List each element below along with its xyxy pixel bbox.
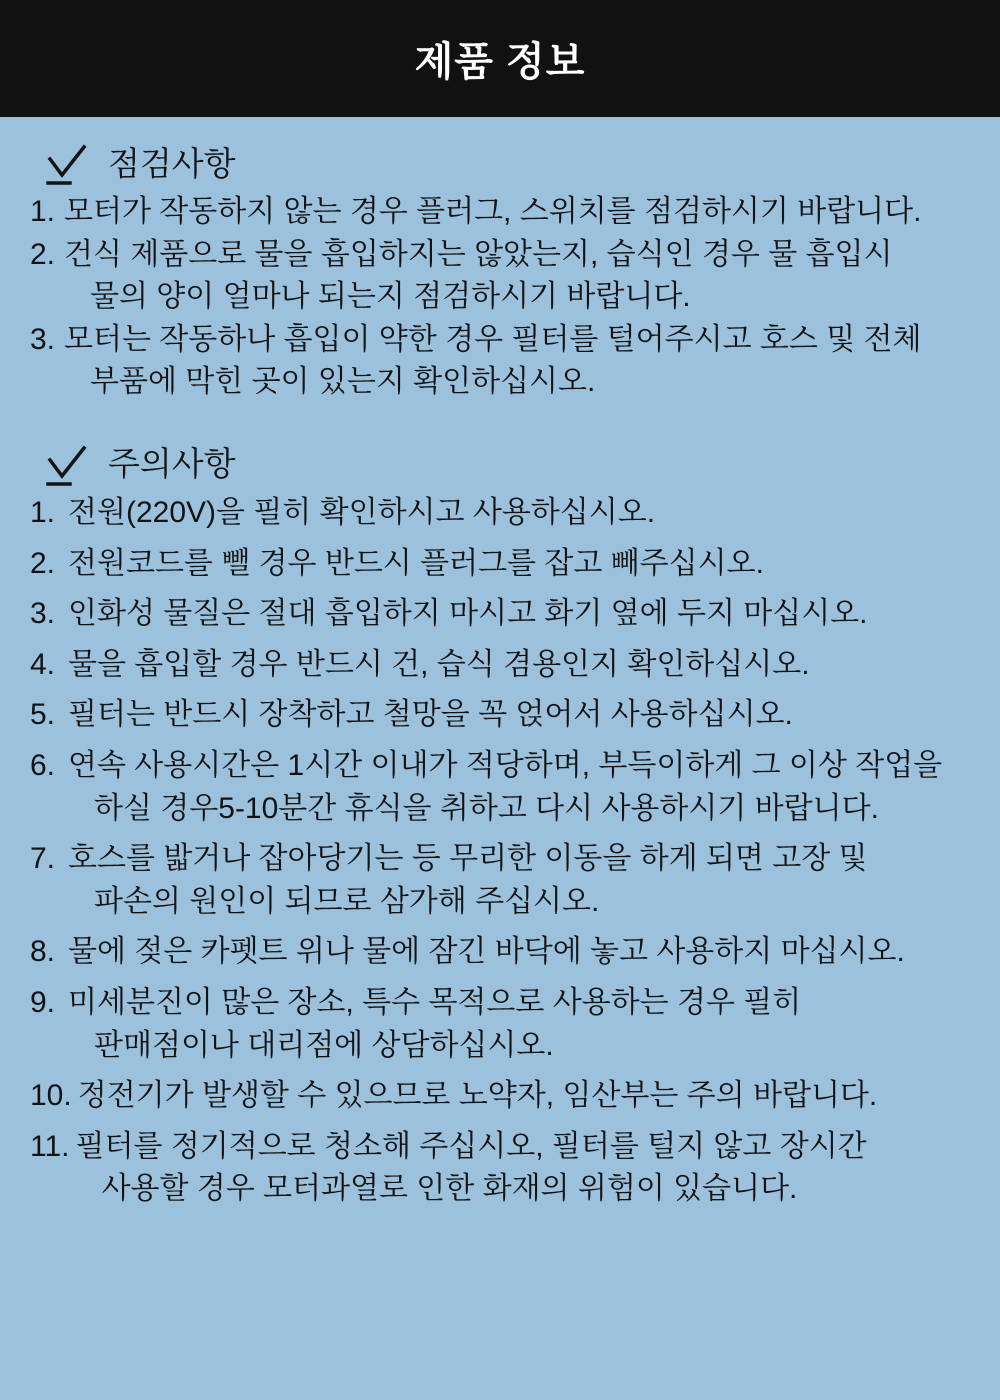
list-item-number: 11.	[30, 1129, 70, 1163]
list-item	[30, 982, 970, 1067]
section-caution	[30, 444, 970, 1211]
list-item	[30, 1126, 970, 1211]
section-title: 점검사항	[108, 144, 236, 182]
list-item-text	[68, 931, 970, 974]
list-item-text	[68, 745, 970, 830]
list-item-number: 1.	[30, 495, 56, 529]
list-item-line: 하실 경우5-10분간 휴식을 취하고 다시 사용하시기 바랍니다.	[94, 791, 879, 825]
list-item-line: 부품에 막힌 곳이 있는지 확인하십시오.	[90, 365, 596, 399]
list-item	[30, 319, 970, 404]
caution-item-list	[30, 492, 970, 1211]
list-item	[30, 593, 970, 636]
list-item-text	[64, 319, 970, 404]
list-item-line: 파손의 원인이 되므로 삼가해 주십시오.	[94, 884, 600, 918]
list-item-line: 필터를 정기적으로 청소해 주십시오, 필터를 털지 않고 장시간	[75, 1129, 867, 1163]
list-item	[30, 694, 970, 737]
list-item-text	[68, 644, 970, 687]
list-item-line: 판매점이나 대리점에 상담하십시오.	[94, 1028, 554, 1062]
section-header	[30, 143, 970, 189]
list-item	[30, 838, 970, 923]
list-item-number: 7.	[30, 842, 56, 876]
list-item-line: 호스를 밟거나 잡아당기는 등 무리한 이동을 하게 되면 고장 및	[68, 842, 868, 876]
list-item-number: 3.	[30, 322, 56, 356]
list-item-text	[64, 234, 970, 319]
list-item-line: 물의 양이 얼마나 되는지 점검하시기 바랍니다.	[90, 280, 691, 314]
list-item-line: 모터는 작동하나 흡입이 약한 경우 필터를 털어주시고 호스 및 전체	[64, 322, 922, 356]
list-item-line: 연속 사용시간은 1시간 이내가 적당하며, 부득이하게 그 이상 작업을	[68, 748, 943, 782]
list-item	[30, 745, 970, 830]
check-icon	[44, 444, 90, 490]
page-header	[0, 0, 1000, 117]
list-item-number: 9.	[30, 985, 56, 1019]
list-item-number: 6.	[30, 748, 56, 782]
list-item-text	[68, 982, 970, 1067]
list-item-line: 물을 흡입할 경우 반드시 건, 습식 겸용인지 확인하십시오.	[68, 647, 810, 681]
list-item-line: 전원(220V)을 필히 확인하시고 사용하십시오.	[68, 495, 656, 529]
list-item-line: 정전기가 발생할 수 있으므로 노약자, 임산부는 주의 바랍니다.	[77, 1079, 878, 1113]
list-item-number: 10.	[30, 1079, 72, 1113]
page-content	[0, 117, 1000, 1211]
list-item-text	[75, 1126, 970, 1211]
list-item-number: 8.	[30, 935, 56, 969]
list-item	[30, 492, 970, 535]
list-item-line: 필터는 반드시 장착하고 철망을 꼭 얹어서 사용하십시오.	[68, 698, 793, 732]
list-item-line: 건식 제품으로 물을 흡입하지는 않았는지, 습식인 경우 물 흡입시	[64, 237, 893, 271]
list-item-number: 2.	[30, 237, 56, 271]
list-item-text	[64, 191, 970, 234]
list-item-number: 5.	[30, 698, 56, 732]
list-item-number: 3.	[30, 597, 56, 631]
check-icon	[44, 143, 90, 189]
list-item-number: 4.	[30, 647, 56, 681]
inspection-item-list	[30, 191, 970, 404]
list-item-number: 2.	[30, 546, 56, 580]
list-item-line: 인화성 물질은 절대 흡입하지 마시고 화기 옆에 두지 마십시오.	[68, 597, 868, 631]
section-header	[30, 444, 970, 490]
list-item-text	[68, 543, 970, 586]
list-item-text	[68, 694, 970, 737]
section-inspection	[30, 143, 970, 404]
list-item-line: 사용할 경우 모터과열로 인한 화재의 위험이 있습니다.	[101, 1172, 798, 1206]
page-title: 제품 정보	[414, 40, 586, 84]
list-item-line: 물에 젖은 카펫트 위나 물에 잠긴 바닥에 놓고 사용하지 마십시오.	[68, 935, 905, 969]
list-item-line: 전원코드를 뺄 경우 반드시 플러그를 잡고 빼주십시오.	[68, 546, 764, 580]
section-title: 주의사항	[108, 445, 236, 483]
list-item	[30, 1075, 970, 1118]
list-item-line: 모터가 작동하지 않는 경우 플러그, 스위치를 점검하시기 바랍니다.	[64, 195, 922, 228]
list-item-line: 미세분진이 많은 장소, 특수 목적으로 사용하는 경우 필히	[68, 985, 802, 1019]
list-item-text	[68, 492, 970, 535]
list-item	[30, 931, 970, 974]
list-item	[30, 191, 970, 234]
list-item-number: 1.	[30, 195, 56, 228]
list-item-text	[68, 838, 970, 923]
list-item	[30, 234, 970, 319]
list-item-text	[78, 1075, 970, 1118]
list-item	[30, 644, 970, 687]
list-item	[30, 543, 970, 586]
list-item-text	[68, 593, 970, 636]
